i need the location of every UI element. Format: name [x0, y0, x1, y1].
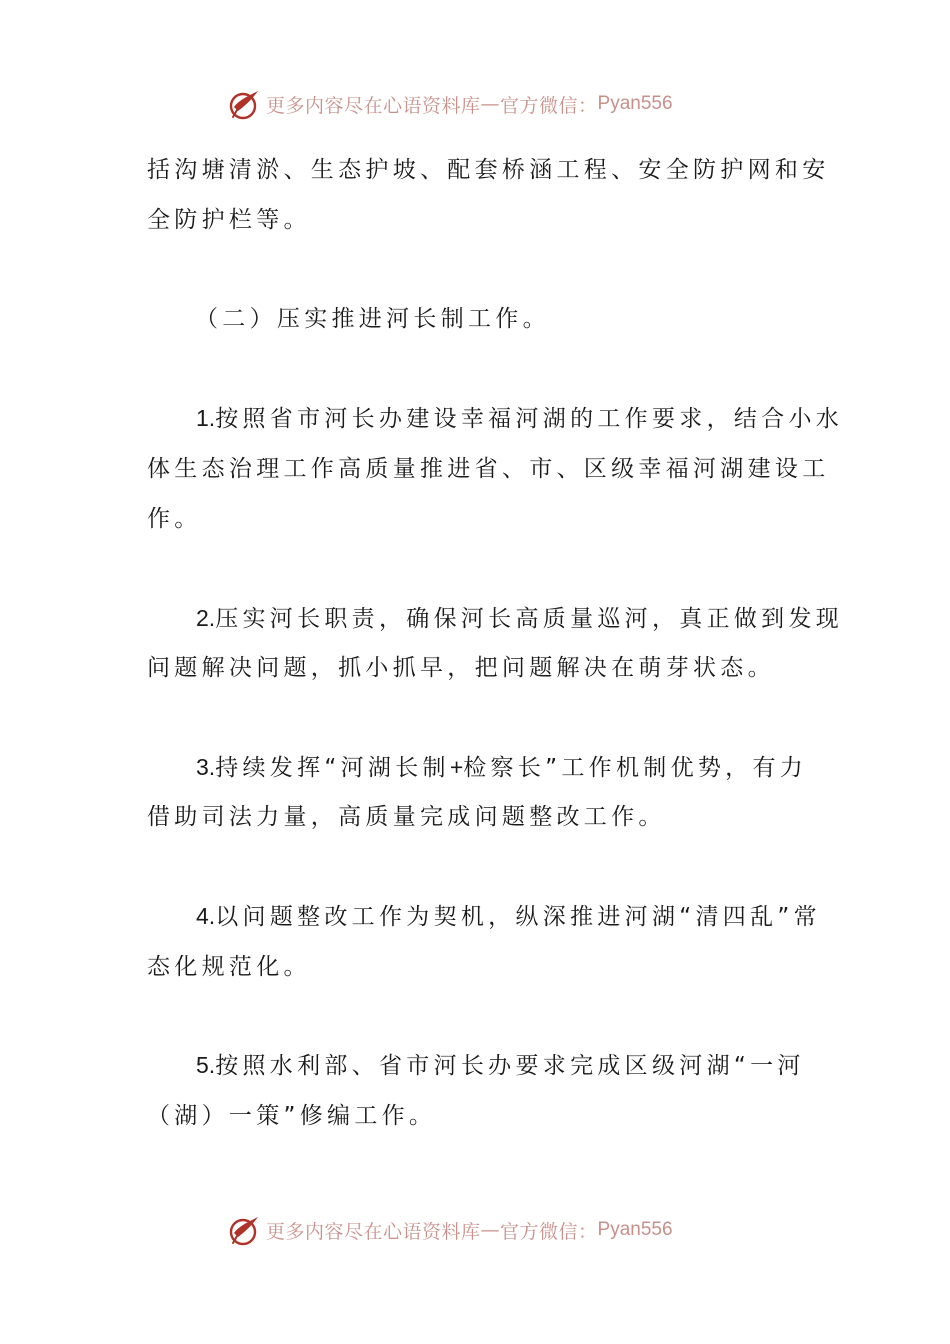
item-number: 4.	[196, 903, 216, 929]
text-line: 持续发挥“河湖长制	[215, 755, 450, 781]
text-line: 按照水利部、省市河长办要求完成区级河湖“一河	[215, 1053, 805, 1079]
list-item	[196, 751, 807, 783]
text-line: 作。	[147, 506, 202, 532]
watermark-wechat-id: Pyan556	[597, 93, 673, 114]
text-line: 借助司法力量，高质量完成问题整改工作。	[147, 804, 666, 830]
paragraph-line	[147, 1100, 436, 1132]
watermark-wechat-label: 官方微信：	[500, 94, 598, 117]
item-number: 5.	[196, 1052, 216, 1078]
text-line: 态化规范化。	[147, 954, 311, 980]
text-line: 体生态治理工作高质量推进省、市、区级幸福河湖建设工	[147, 456, 830, 482]
paragraph-line	[147, 503, 202, 535]
text-line: 全防护栏等。	[147, 207, 311, 233]
watermark-banner-bottom	[228, 1212, 673, 1248]
watermark-dash: —	[480, 93, 501, 115]
watermark-brand-text: 更多内容尽在心语资料库	[266, 1220, 481, 1243]
list-item	[196, 402, 843, 434]
paragraph-line	[147, 652, 775, 684]
watermark-brand-text: 更多内容尽在心语资料库	[266, 94, 481, 117]
item-number: 2.	[196, 605, 216, 631]
paragraph-line	[147, 453, 830, 485]
list-item	[196, 900, 821, 932]
item-number: 3.	[196, 754, 216, 780]
text-line: 问题解决问题，抓小抓早，把问题解决在萌芽状态。	[147, 655, 775, 681]
text-line: 以问题整改工作为契机，纵深推进河湖“清四乱”常	[215, 904, 821, 930]
text-line: 按照省市河长办建设幸福河湖的工作要求，结合小水	[215, 406, 844, 432]
paragraph-line	[147, 154, 830, 186]
text-line: 括沟塘清淤、生态护坡、配套桥涵工程、安全防护网和安	[147, 157, 830, 183]
paragraph-line	[147, 801, 666, 833]
watermark-wechat-id: Pyan556	[597, 1219, 673, 1240]
quill-pen-seal-icon	[228, 87, 262, 121]
text-line: 检察长”工作机制优势，有力	[463, 755, 808, 781]
list-item	[196, 602, 843, 634]
list-item	[196, 1049, 805, 1081]
watermark-banner-top	[228, 86, 673, 122]
paragraph-line	[147, 951, 311, 983]
section-heading-text: （二）压实推进河长制工作。	[195, 306, 550, 332]
item-number: 1.	[196, 405, 216, 431]
paragraph-line	[147, 204, 311, 236]
section-heading	[195, 303, 550, 335]
text-line: （湖）一策”修编工作。	[147, 1103, 437, 1129]
quill-pen-seal-icon	[228, 1213, 262, 1247]
text-line: 压实河长职责，确保河长高质量巡河，真正做到发现	[215, 606, 844, 632]
plus-sign: +	[449, 754, 464, 780]
watermark-wechat-label: 官方微信：	[500, 1220, 598, 1243]
watermark-dash: —	[480, 1219, 501, 1241]
